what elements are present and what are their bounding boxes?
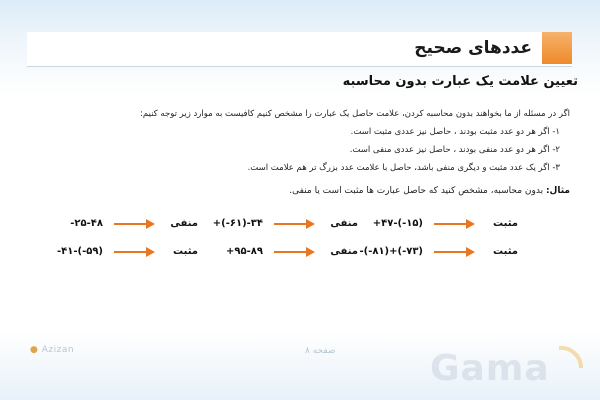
example-label: مثال:	[545, 186, 570, 196]
title-accent-square	[542, 32, 572, 64]
example-item	[348, 244, 518, 260]
example-item	[188, 216, 358, 232]
watermark-logo: Gama	[430, 348, 550, 389]
watermark-arc-icon	[555, 342, 585, 372]
example-line	[50, 185, 570, 197]
intro-text: اگر در مسئله از ما بخواهند بدون محاسبه کردن، علامت حاصل یک عبارت را مشخص کنیم کافیست به موارد زیر توجه کنیم:	[139, 109, 570, 119]
title-bar	[27, 32, 572, 67]
example-expression: +۹۵-۸۹	[226, 246, 263, 257]
footer-logo-text: Azizan	[41, 345, 75, 355]
example-item	[348, 216, 518, 232]
example-result: منفی	[330, 246, 358, 257]
footer-logo	[30, 345, 74, 355]
example-result: منفی	[330, 218, 358, 229]
person-icon: ●	[30, 345, 39, 355]
arrow-icon	[272, 218, 316, 230]
example-result: مثبت	[493, 218, 518, 229]
arrow-icon	[112, 246, 156, 258]
page-number: صفحه ۸	[305, 346, 336, 356]
example-item	[28, 244, 198, 260]
rule-3: ۳- اگر یک عدد مثبت و دیگری منفی باشد، حاصل با علامت عدد بزرگ تر هم علامت است.	[247, 163, 560, 173]
example-expression: -(-۸۱)+(-۷۳)	[359, 246, 423, 257]
example-item	[188, 244, 358, 260]
example-expression: -۲۵-۴۸	[70, 218, 103, 229]
example-text: بدون محاسبه، مشخص کنید که حاصل عبارت ها مثبت است یا منفی.	[289, 186, 546, 196]
arrow-icon	[432, 246, 476, 258]
example-result: مثبت	[173, 246, 198, 257]
arrow-icon	[112, 218, 156, 230]
slide-subtitle: تعیین علامت یک عبارت بدون محاسبه	[342, 74, 578, 89]
example-expression: +(-۶۱)-۳۴	[212, 218, 263, 229]
example-item	[28, 216, 198, 232]
rule-1: ۱- اگر هر دو عدد مثبت بودند ، حاصل نیز عددی مثبت است.	[350, 127, 560, 137]
example-expression: +۴۷-(-۱۵)	[372, 218, 423, 229]
example-result: مثبت	[493, 246, 518, 257]
arrow-icon	[432, 218, 476, 230]
rule-2: ۲- اگر هر دو عدد منفی بودند ، حاصل نیز عددی منفی است.	[349, 145, 560, 155]
example-expression: -۴۱-(-۵۹)	[56, 246, 103, 257]
slide-title: عددهای صحیح	[414, 38, 532, 58]
arrow-icon	[272, 246, 316, 258]
example-result: منفی	[170, 218, 198, 229]
